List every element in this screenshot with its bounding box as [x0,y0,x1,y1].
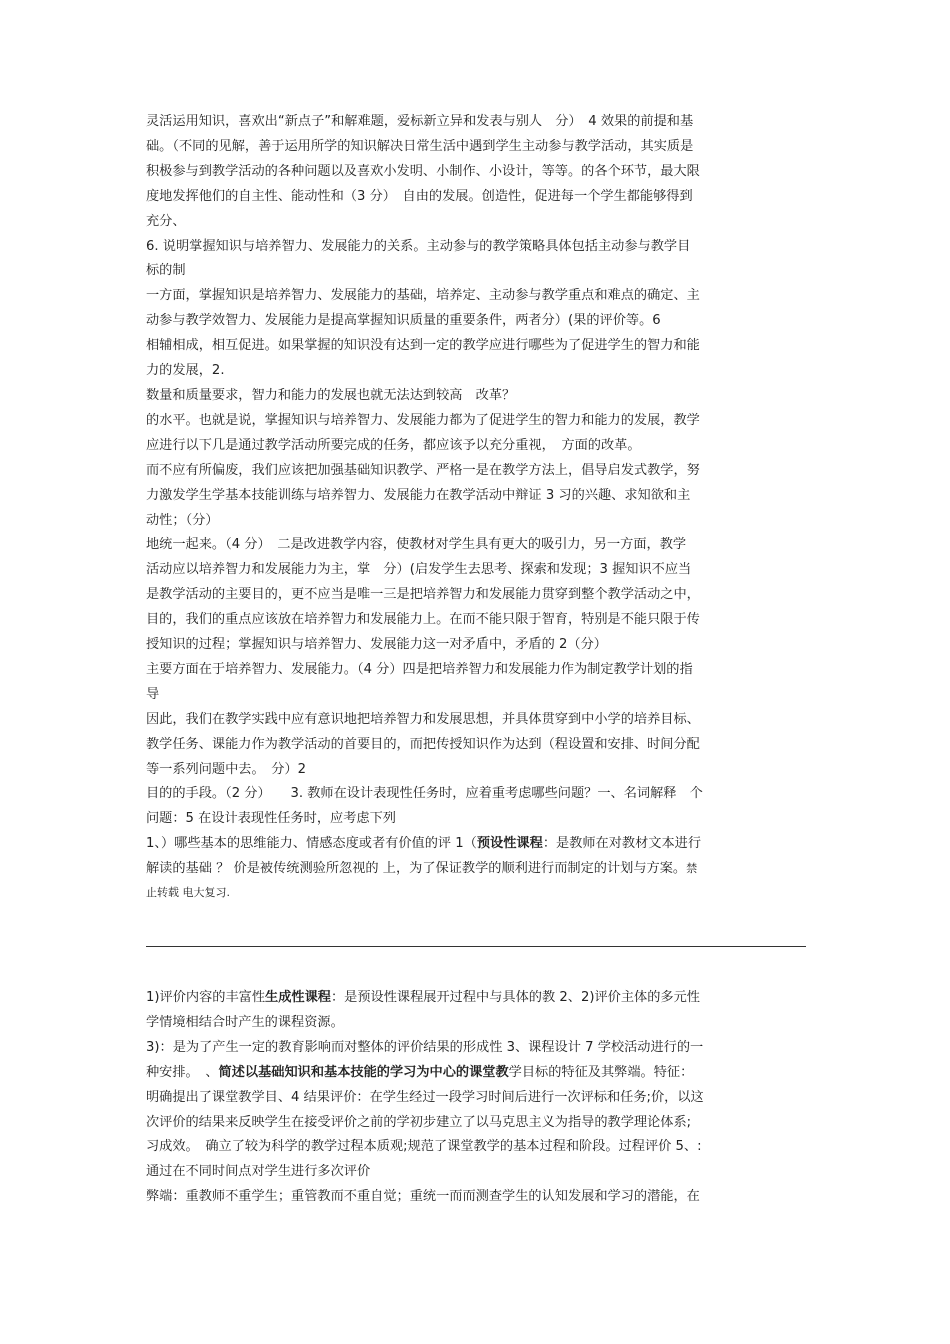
text-line: 通过在不同时间点对学生进行多次评价 [146,1164,371,1180]
text-line: 灵活运用知识，喜欢出“新点子”和解难题，爱标新立异和发表与别人 分） 4 效果的前提和基 [146,114,694,129]
text-segment: ：是教师在对教材文本进行 [542,836,702,852]
text-line: 是教学活动的主要目的，更不应当是唯一三是把培养智力和发展能力贯穿到整个教学活动之中， [146,587,700,603]
text-line: 相辅相成，相互促进。如果掌握的知识没有达到一定的教学应进行哪些为了促进学生的智力和能 [146,338,700,354]
footer-note: 止转载 电大复习. [146,886,230,900]
text-line: 明确提出了课堂教学目、4 结果评价：在学生经过一段学习时间后进行一次评标和任务;价，以这 [146,1089,704,1105]
text-line: 3)：是为了产生一定的教育影响而对整体的评价结果的形成性 3、课程设计 7 学校活动进行的一 [146,1039,704,1055]
text-line: 力的发展，2. [146,363,225,379]
page-divider [146,946,806,947]
text-line: 教学任务、课能力作为教学活动的首要目的，而把传授知识作为达到（程设置和安排、时间分配 [146,736,700,752]
text-segment: 学目标的特征及其弊端。特征： [508,1064,694,1080]
text-line: 动参与教学效智力、发展能力是提高掌握知识质量的重要条件，两者分）(果的评价等。6 [146,313,661,329]
text-line: 习成效。 确立了较为科学的教学过程本质观;规范了课堂教学的基本过程和阶段。过程评价 5、: [146,1139,702,1155]
text-line: 积极参与到教学活动的各种问题以及喜欢小发明、小制作、小设计，等等。的各个环节，最大限 [146,163,700,179]
text-line: 导 [146,686,160,702]
text-line: 充分、 [146,213,186,229]
text-line: 授知识的过程；掌握知识与培养智力、发展能力这一对矛盾中，矛盾的 2（分） [146,637,607,653]
text-line: 础。（不同的见解，善于运用所学的知识解决日常生活中遇到学生主动参与教学活动，其实质是 [146,138,694,154]
text-line: 主要方面在于培养智力、发展能力。（4 分）四是把培养智力和发展能力作为制定教学计划的指 [146,661,693,677]
term-bold: 生成性课程 [265,990,331,1005]
text-line: 目的的手段。（2 分） 3. 教师在设计表现性任务时，应着重考虑哪些问题？一、名词解释 个 [146,786,703,802]
text-line: 学情境相结合时产生的课程资源。 [146,1014,344,1030]
text-segment: 1、）哪些基本的思维能力、情感态度或者有价值的评 1（ [146,836,477,852]
text-line: 数量和质量要求，智力和能力的发展也就无法达到较高 改革？ [146,387,516,403]
text-line: 一方面，掌握知识是培养智力、发展能力的基础，培养定、主动参与教学重点和难点的确定、主 [146,288,700,304]
text-line: 动性；（分） [146,512,219,528]
text-line: 因此，我们在教学实践中应有意识地把培养智力和发展思想，并具体贯穿到中小学的培养目标、 [146,711,700,727]
text-line: 标的制 [146,263,186,279]
heading-bold: 简述以基础知识和基本技能的学习为中心的课堂教 [218,1064,509,1080]
text-line: 而不应有所偏废，我们应该把加强基础知识教学、严格一是在教学方法上，倡导启发式教学，努 [146,462,700,478]
text-line [146,986,806,1011]
text-line [146,1061,806,1086]
text-line: 活动应以培养智力和发展能力为主，掌 分）(启发学生去思考、探索和发现；3 握知识不应当 [146,562,692,578]
term-bold: 预设性课程 [476,836,543,852]
text-segment: 禁 [686,862,698,876]
text-line [146,857,806,882]
document-section-1 [146,110,806,904]
text-line: 度地发挥他们的自主性、能动性和（3 分） 自由的发展。创造性，促进每一个学生都能够得到 [146,188,693,204]
text-line: 问题：5 在设计表现性任务时，应考虑下列 [146,811,396,827]
text-line [146,832,806,857]
text-line: 地统一起来。（4 分） 二是改进教学内容，使教材对学生具有更大的吸引力，另一方面，教学 [146,537,687,553]
text-line: 力激发学生学基本技能训练与培养智力、发展能力在教学活动中辩证 3 习的兴趣、求知欲和主 [146,487,691,503]
text-segment: ：是预设性课程展开过程中与具体的教 2、2)评价主体的多元性 [330,990,700,1005]
text-line: 的水平。也就是说，掌握知识与培养智力、发展能力都为了促进学生的智力和能力的发展，教学 [146,412,700,428]
text-segment: 1)评价内容的丰富性 [146,990,266,1005]
text-line: 目的，我们的重点应该放在培养智力和发展能力上。在而不能只限于智育，特别是不能只限于传 [146,612,700,628]
document-section-2 [146,986,806,1210]
text-line: 等一系列问题中去。 分）2 [146,761,307,777]
text-line: 弊端：重教师不重学生；重管教而不重自觉；重统一而而测查学生的认知发展和学习的潜能，在 [146,1189,700,1205]
text-line: 应进行以下几是通过教学活动所要完成的任务，都应该予以充分重视， 方面的改革。 [146,437,641,453]
text-line: 次评价的结果来反映学生在接受评价之前的学初步建立了以马克思主义为指导的教学理论体系; [146,1114,692,1130]
text-line: 6. 说明掌握知识与培养智力、发展能力的关系。主动参与的教学策略具体包括主动参与教学目 [146,238,691,254]
text-segment: 解读的基础 ？ 价是被传统测验所忽视的 上，为了保证教学的顺利进行而制定的计划与方案。 [146,861,687,877]
text-segment: 种安排。 、 [146,1064,219,1080]
